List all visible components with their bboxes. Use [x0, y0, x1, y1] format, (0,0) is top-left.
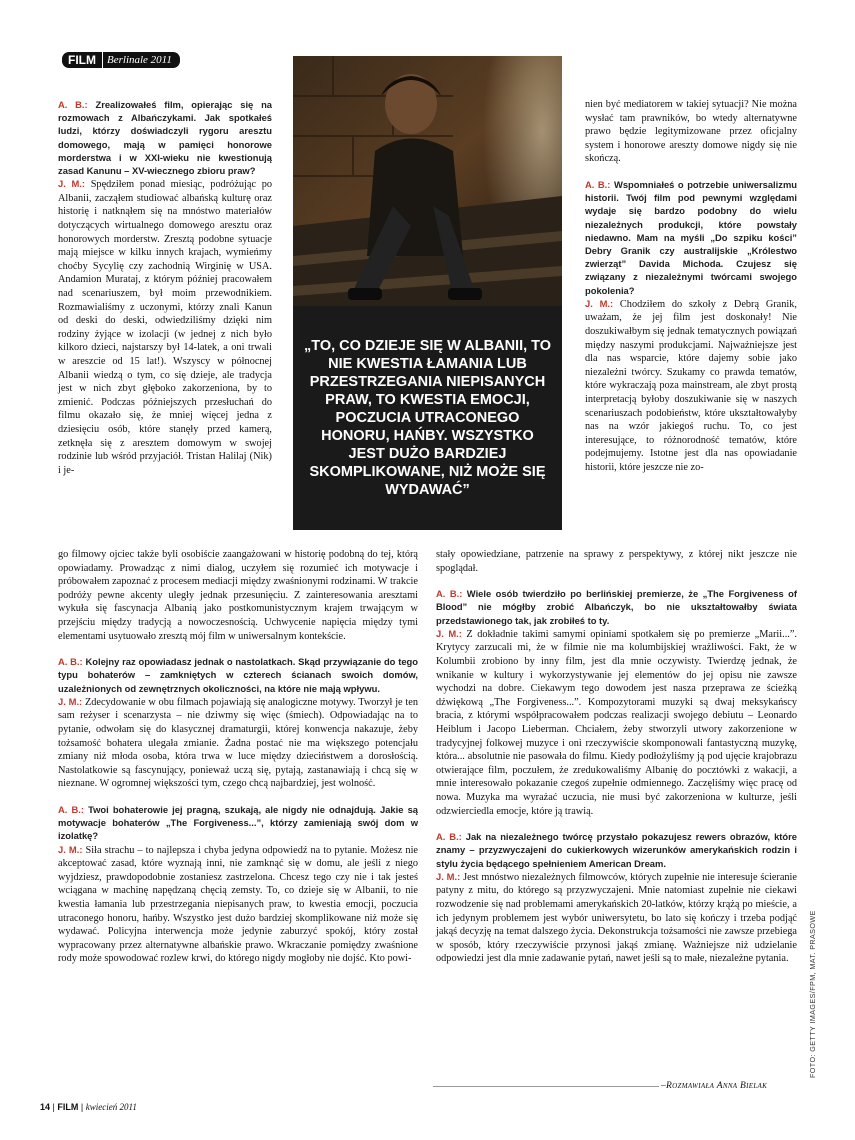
article-photo	[293, 56, 562, 306]
pull-quote	[293, 306, 562, 530]
byline-divider	[433, 1086, 659, 1087]
section-subtitle: Berlinale 2011	[103, 52, 180, 68]
issue-date: kwiecień 2011	[85, 1102, 137, 1112]
section-label: FILM	[62, 52, 102, 68]
question-1: A. B.: Zrealizowałeś film, opierając się na rozmowach z Albańczykami. Jak spotkałeś ludzi, którzy doświadczyli rygoru aresztu domowego, mają w pamięci honorowe morderstwa i w XXI-wieku nie kwestionują zasad Kanunu – XV-wiecznego zbioru praw?	[58, 99, 273, 177]
question-2: A. B.: Wspomniałeś o potrzebie uniwersalizmu historii. Twój film pod pewnymi względami wydaje się bardzo podobny do wielu niezależnych produkcji, które powstały niedawno. Mam na myśli „Do szpiku kości” Debry Granik czy australijskie „Królestwo zwierząt” Davida Michoda. Czujesz się związany z niezależnymi twórcami swojego pokolenia?	[585, 178, 798, 296]
question-6: A. B.: Jak na niezależnego twórcę przystało pokazujesz rewers obrazów, które znamy – przyzwyczajeni do cukierkowych wizerunków amerykańskich rodzin i stylu życia będącego spełnieniem American Dream.	[436, 831, 797, 869]
question-4: A. B.: Twoi bohaterowie jej pragną, szukają, ale nigdy nie odnajdują. Jakie są motywacje bohaterów „The Forgiveness...”, którzy zamieniają swój dom w izolatkę?	[58, 803, 418, 842]
photo-credit: FOTO: GETTY IMAGES/FPM, MAT. PRASOWE	[808, 910, 817, 1078]
left-column	[58, 98, 272, 477]
answer-2-end: stały opowiedziane, patrzenie na sprawy z perspektywy, z której nikt jeszcze nie spoglądał.	[436, 549, 797, 574]
question-3: A. B.: Kolejny raz opowiadasz jednak o nastolatkach. Skąd przywiązanie do tego typu bohaterów – zamkniętych w czterech ścianach swoich domów, uzależnionych od zewnętrznych okoliczności, na które nie mają wpływu.	[58, 656, 418, 694]
right-column	[585, 98, 797, 475]
photo-illustration	[293, 56, 562, 306]
answer-3: J. M.: Zdecydowanie w obu filmach pojawiają się analogiczne motywy. Tworzył je ten sam reżyser i scenarzysta – nie dziwmy się więc (śmiech). Odpowiadając na to pytanie, odwołam się do klasycznej dramaturgii, której konwencja nakazuje, żeby tożsamość bohatera ulegała zmianie. Żadna postać nie ma większego potencjału zmiany niż młoda osoba, która trwa w luce między dzieciństwem a dorosłością. Nastolatkowie są fascynujący, ponieważ uczą się, pytają, zastanawiają i chcą się w nieznane. W ogromnej większości tym, czego chcą najbardziej, jest wolność.	[58, 695, 418, 790]
section-header	[62, 52, 180, 68]
answer-4: J. M.: Siła strachu – to najlepsza i chyba jedyna odpowiedź na to pytanie. Możesz nie akceptować zasad, które wyznają inni, nie zamknąć się w domu, ale jeśli z niego wyjdziesz, prawdopodobnie zostaniesz zastrzelona. Chcesz tego czy nie i tak jesteś wciągana w machinę napędzaną chęcią zemsty. To, co dzieje się w Albanii, to nie kwestia łamania lub przestrzegania niepisanych praw, to kwestia emocji, poczucia utraconego honoru, hańby. Wszystko jest dużo bardziej skomplikowane niż może się wydawać. Policyjna interwencja może jedynie zaburzyć spokój, który został wypracowany przez alternatywne albańskie prawo. Wkraczanie pomiędzy zwaśnione rody może spowodować rozlew krwi, do którego nigdy mogłoby nie dojść. Kto powi-	[58, 843, 418, 965]
answer-6: J. M.: Jest mnóstwo niezależnych filmowców, których zupełnie nie interesuje ścieranie patyny z mitu, do którego są przyzwyczajeni. Mnie natomiast zupełnie nie ciekawi rozwodzenie się nad problemami amerykańskich 20-latków, którzy krążą po mieście, a ich jedynym problemem jest wybór uniwersytetu, bo lato się kończy i trzeba podjąć jakąś decyzję na temat dalszego życia. Dekonstrukcja tożsamości nie zawsze przebiega w sposób, który rzeczywiście przynosi jakąś zmianę. Ważniejsze niż udzielanie odpowiedzi jest dla mnie zadawanie pytań, nawet jeśli są to małe, niezależne pytania.	[436, 870, 797, 965]
magazine-name: FILM	[57, 1102, 79, 1112]
answer-1: J. M.: Spędziłem ponad miesiąc, podróżując po Albanii, zacząłem studiować albańską kulturę oraz historię i natknąłem się na mnóstwo materiałów dotyczących wirtualnego domowego aresztu oraz honorowych morderstw. Zresztą podobne sytuacje mają miejsce w kilku innych krajach, wymieńmy choćby Sycylię czy zachodnią Wirginię w USA. Andamion Murataj, z którym później pracowałem nad scenariuszem, był moim przewodnikiem. Rozmawialiśmy z uczonymi, którzy znali Kanun od deski do deski, odwiedziliśmy dzięki nim rodziny żyjące w izolacji (w jednej z nich było kilkoro dzieci, najstarszy był 14-latek, a oni trwali w areszcie od 15 lat!). Wszyscy w północnej Albanii wiedzą o tym, co się dzieje, ale tradycja jest w nich zbyt głęboko zakorzeniona, by to zmienić. Podczas późniejszych przesłuchań do filmu okazało się, że mniej więcej jedna z dziesięciu osób, które stanęły przed kamerą, zetknęła się z aresztem domowym w swojej rodzinie lub wśród przyjaciół. Tristan Halilaj (Nik) i je-	[58, 178, 272, 476]
page-footer: 14 | FILM | kwiecień 2011	[40, 1102, 137, 1112]
byline: –Rozmawiała Anna Bielak	[661, 1081, 768, 1091]
page-number: 14	[40, 1102, 51, 1112]
pull-quote-text: „TO, CO DZIEJE SIĘ W ALBANII, TO NIE KWESTIA ŁAMANIA LUB PRZESTRZEGANIA NIEPISANYCH PRAW, TO KWESTIA EMOCJI, POCZUCIA UTRACONEGO HONORU, HAŃBY. WSZYSTKO JEST DUŻO BARDZIEJ SKOMPLIKOWANE, NIŻ MOŻE SIĘ WYDAWAĆ”	[303, 338, 552, 498]
bottom-right-column	[436, 548, 797, 966]
answer-1-end: nien być mediatorem w takiej sytuacji? Nie można wysłać tam prawników, bo wtedy alternatywne prawo będzie legitymizowane przez oficjalny system i honorowe areszty domowe nigdy się nie skończą.	[585, 99, 797, 165]
answer-2: J. M.: Chodziłem do szkoły z Debrą Granik, uważam, że jej film jest doskonały! Nie doszukiwałbym się jednak tematycznych powiązań między naszymi produkcjami. Najważniejsze jest dla nas wsparcie, które dajemy sobie jako niezależni twórcy. Szukamy co prawda tematów, które wykraczają poza mainstream, ale zbyt prostą interpretacją byłoby doszukiwanie się w naszych scenariuszach podobieństw, które ukształtowałyby nas na wzór jakiegoś ruchu. To, co jest interesujące, to różnorodność tematów, które podejmujemy. Istotne jest dla nas opowiadanie historii, które jeszcze nie zo-	[585, 297, 797, 473]
answer-5: J. M.: Z dokładnie takimi samymi opiniami spotkałem się po premierze „Marii...”. Krytycy zarzucali mi, że w filmie nie ma kolumbijskiej wrażliwości. Fakt, że w Kolumbii zrobiono by inny film, jest dla mnie oczywisty. Twierdzę jednak, że wnikanie w kultury i wykorzystywanie jej elementów do jej opisu nie zawsze wychodzi na dobre. Ciekawym tego dowodem jest nasza przeprawa ze ścieżką dźwiękową „The Forgiveness...”. Kompozytorami muzyki są dwaj meksykańscy bracia, z którymi współpracowałem podczas realizacji swojego debiutu – Leonardo Heiblum i Jacopo Lieberman. Chciałem, żeby stworzyli utwory zakorzenione w tradycyjnej folkowej muzyce i oni rzeczywiście skomponowali fantastyczną muzykę, która... absolutnie nie pasowała do filmu. Kiedy podłożyliśmy ją pod ujęcie krajobrazu otwierające film, poczułem, że zredukowaliśmy Albanię do pocztówki z wakacji, a mnie interesowało pokazanie czegoś zupełnie odmiennego. Zaczęliśmy więc pracę od nowa. Muzyka ma wyrażać uczucia, nie musi być zakorzeniona w kulturze, jeśli odzwierciedla emocje, które ją trawią.	[436, 627, 797, 817]
answer-1-continued: go filmowy ojciec także byli osobiście zaangażowani w historię podobną do tej, którą opowiadamy. Prowadząc z nimi dialog, uczyłem się rozumieć ich motywacje i próbowałem zapoznać z procesem mediacji między zwaśnionymi rodzinami. W trakcie podróży pewne akcenty uległy jednak przesunięciu. Z zainteresowania aresztami wykuła się fascynacja Albanią jako postkomunistycznym krajem trwającym w przejściu między tradycją a nowoczesnością. Uchwycenie napięcia między tymi elementami usytuowało zresztą mój film w uniwersalnym kontekście.	[58, 549, 418, 642]
question-5: A. B.: Wiele osób twierdziło po berlińskiej premierze, że „The Forgiveness of Blood” nie mógłby zrobić Albańczyk, bo nie ukształtowałby świata przedstawionego tak, jak zrobiłeś to ty.	[436, 588, 797, 626]
bottom-left-column	[58, 548, 418, 966]
